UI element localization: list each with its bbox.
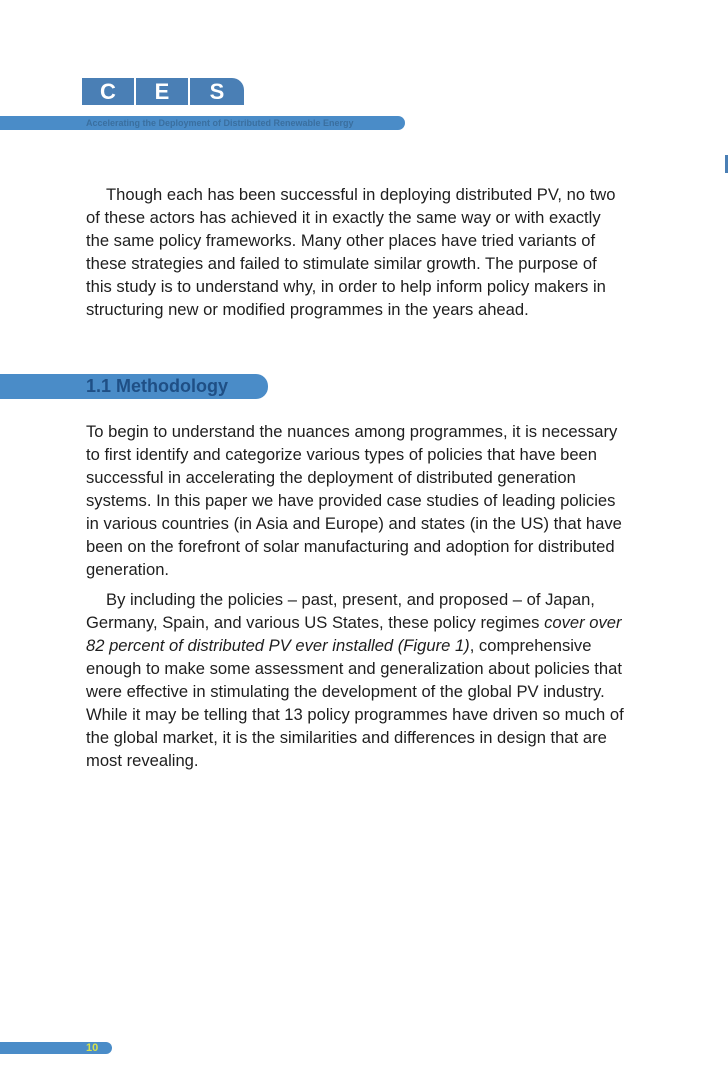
scope-paragraph-start: By including the policies – past, present, and proposed – of Japan, Germany, Spain, and various US States, these policy regimes xyxy=(86,590,595,632)
intro-paragraph xyxy=(86,183,626,321)
scope-paragraph-end: , comprehensive enough to make some assessment and generalization about policies that were effective in stimulating the development of the global PV industry. While it may be telling that 13 policy programmes have driven so much of the global market, it is the similarities and differences in design that are most revealing. xyxy=(86,636,624,770)
logo-letter-e: E xyxy=(136,78,188,105)
logo-letter-c: C xyxy=(82,78,134,105)
scope-paragraph-italic: cover over 82 percent of distributed PV ever installed (Figure 1) xyxy=(86,613,622,655)
section-title: 1.1 Methodology xyxy=(86,376,229,396)
page-number: 10 xyxy=(86,1042,99,1054)
methodology-paragraph: To begin to understand the nuances among programmes, it is necessary to first identify and categorize various types of policies that have been successful in accelerating the deployment of distributed generation systems. In this paper we have provided case studies of leading policies in various countries (in Asia and Europe) and states (in the US) that have been on the forefront of solar manufacturing and adoption for distributed generation. xyxy=(86,422,622,579)
intro-paragraph-text: Though each has been successful in deploying distributed PV, no two of these actors has achieved it in exactly the same way or with exactly the same policy frameworks. Many other places have tried variants of these strategies and failed to stimulate similar growth. The purpose of this study is to understand why, in order to help inform policy makers in structuring new or modified programmes in the years ahead. xyxy=(86,185,616,319)
logo-letter-s: S xyxy=(190,78,244,105)
scope-paragraph xyxy=(86,588,626,772)
ces-logo xyxy=(82,78,244,105)
header-tagline: Accelerating the Deployment of Distributed Renewable Energy xyxy=(86,118,354,128)
